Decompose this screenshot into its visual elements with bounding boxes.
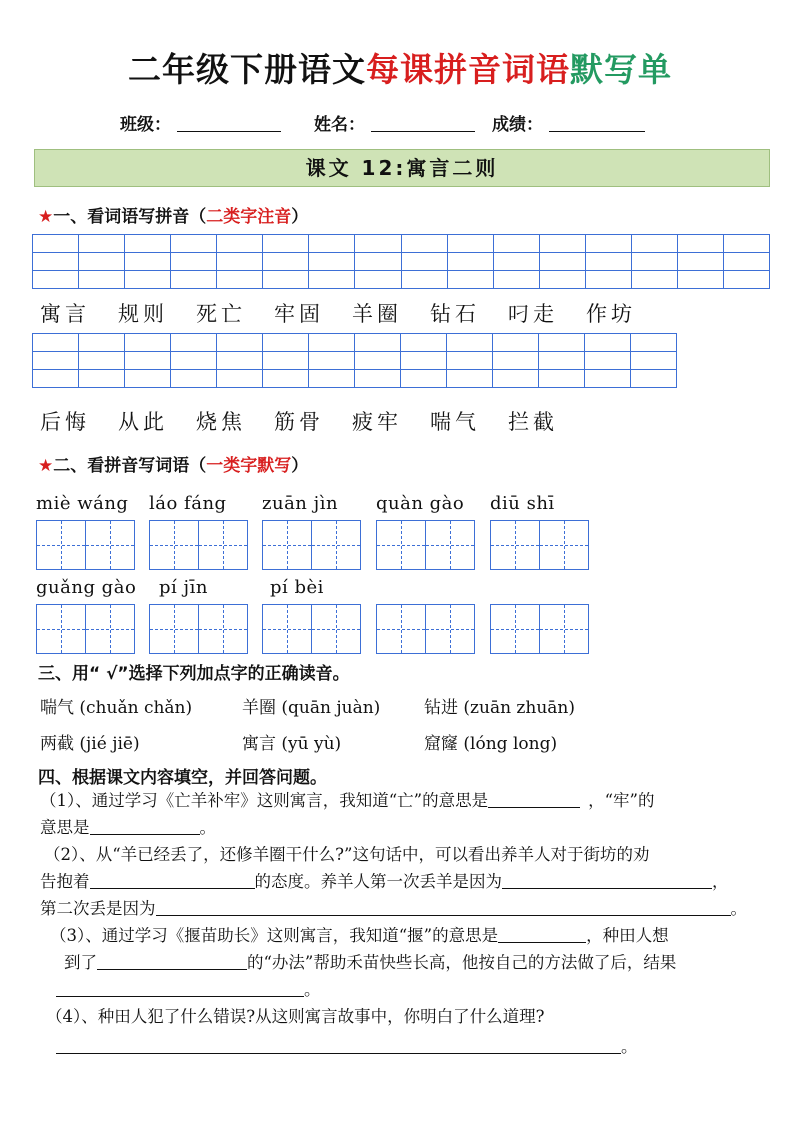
- section2-heading: [38, 451, 308, 476]
- word-list-row2: [40, 406, 586, 436]
- tianzige-box[interactable]: [198, 604, 248, 654]
- lesson-title-bar: 课文 12:寓言二则: [34, 149, 770, 187]
- name-blank[interactable]: [371, 113, 475, 132]
- word: 规则: [118, 302, 168, 326]
- word: 钻石: [430, 302, 480, 326]
- question-3-line1: （3）、通过学习《揠苗助长》这则寓言，我知道“揠”的意思是 ，种田人想: [50, 926, 669, 945]
- tianzige-box[interactable]: [376, 604, 426, 654]
- question-1-line2: 意思是 。: [40, 818, 216, 837]
- reading-choice[interactable]: 羊圈 (quān juàn): [242, 698, 381, 718]
- name-label: 姓名：: [314, 115, 365, 135]
- pinyin-grid-row2[interactable]: [32, 333, 677, 388]
- word: 从此: [118, 410, 168, 434]
- page-title: [0, 44, 800, 91]
- pinyin-item: [149, 493, 246, 570]
- pinyin-item-empty: [490, 577, 587, 654]
- pinyin-cell[interactable]: [263, 235, 309, 288]
- word: 疲牢: [352, 410, 402, 434]
- answer-blank[interactable]: [502, 872, 712, 889]
- word: 筋骨: [274, 410, 324, 434]
- answer-blank[interactable]: [56, 1037, 621, 1054]
- section2-heading-text: 二、看拼音写词语（: [53, 456, 207, 476]
- pinyin-item: [262, 577, 359, 654]
- title-part-pinyin: 每课拼音词语: [366, 50, 570, 89]
- pinyin-item: [149, 577, 246, 654]
- reading-choice[interactable]: 寓言 (yū yù): [242, 734, 342, 754]
- class-field: [120, 110, 281, 135]
- question-4-line1: （4）、种田人犯了什么错误?从这则寓言故事中，你明白了什么道理?: [46, 1007, 545, 1026]
- tianzige-box[interactable]: [311, 520, 361, 570]
- pinyin-item-empty: [376, 577, 473, 654]
- pinyin-label: guǎng gào: [36, 577, 137, 598]
- pinyin-cell[interactable]: [631, 334, 676, 387]
- pinyin-cell[interactable]: [632, 235, 678, 288]
- question-1-line1: （1）、通过学习《亡羊补牢》这则寓言，我知道“亡”的意思是 ，“牢”的: [40, 791, 655, 810]
- tianzige-box[interactable]: [36, 604, 86, 654]
- class-blank[interactable]: [177, 113, 281, 132]
- pinyin-cell[interactable]: [263, 334, 309, 387]
- pinyin-cell[interactable]: [585, 334, 631, 387]
- answer-blank[interactable]: [156, 899, 731, 916]
- section3-heading: 三、用“ √”选择下列加点字的正确读音。: [38, 664, 350, 684]
- answer-blank[interactable]: [90, 872, 255, 889]
- tianzige-box[interactable]: [262, 604, 312, 654]
- question-4-line2: 。: [56, 1032, 638, 1062]
- star-icon: ★: [38, 456, 54, 476]
- pinyin-cell[interactable]: [724, 235, 769, 288]
- word: 后悔: [40, 410, 90, 434]
- section2-close: ）: [291, 456, 309, 476]
- title-part-dictation: 默写单: [570, 50, 672, 89]
- tianzige-box[interactable]: [490, 604, 540, 654]
- question-2-line3: 第二次丢是因为 。: [40, 899, 747, 918]
- tianzige-box[interactable]: [149, 604, 199, 654]
- pinyin-label: pí bèi: [270, 577, 324, 598]
- reading-choice[interactable]: 窟窿 (lóng long): [424, 734, 558, 754]
- pinyin-label: miè wáng: [36, 493, 129, 514]
- pinyin-label: pí jīn: [159, 577, 208, 598]
- section4-heading: 四、根据课文内容填空，并回答问题。: [38, 768, 327, 788]
- answer-blank[interactable]: [90, 818, 200, 835]
- reading-choice[interactable]: 钻进 (zuān zhuān): [424, 698, 575, 718]
- tianzige-box[interactable]: [262, 520, 312, 570]
- pinyin-cell[interactable]: [309, 334, 355, 387]
- pinyin-cell[interactable]: [309, 235, 355, 288]
- question-2-line2: 告抱着 的态度。养羊人第一次丢羊是因为 ，: [40, 872, 729, 891]
- pinyin-label: láo fáng: [149, 493, 227, 514]
- score-label: 成绩：: [492, 115, 543, 135]
- tianzige-box[interactable]: [539, 520, 589, 570]
- word-list-row1: [40, 298, 664, 328]
- word: 喘气: [430, 410, 480, 434]
- tianzige-box[interactable]: [311, 604, 361, 654]
- tianzige-box[interactable]: [425, 520, 475, 570]
- answer-blank[interactable]: [498, 926, 586, 943]
- pinyin-cell[interactable]: [33, 334, 79, 387]
- pinyin-label: quàn gào: [376, 493, 465, 514]
- pinyin-cell[interactable]: [401, 334, 447, 387]
- tianzige-box[interactable]: [539, 604, 589, 654]
- pinyin-cell[interactable]: [678, 235, 724, 288]
- question-3-line2: 到了 的“办法”帮助禾苗快些长高，他按自己的方法做了后，结果: [64, 953, 677, 972]
- pinyin-cell[interactable]: [355, 235, 401, 288]
- pinyin-label: zuān jìn: [262, 493, 339, 514]
- tianzige-box[interactable]: [85, 604, 135, 654]
- section1-heading-text: 一、看词语写拼音（: [53, 207, 207, 227]
- score-field: [492, 110, 645, 135]
- class-label: 班级：: [120, 115, 171, 135]
- pinyin-cell[interactable]: [125, 235, 171, 288]
- pinyin-item: [36, 493, 133, 570]
- pinyin-cell[interactable]: [33, 235, 79, 288]
- reading-choice[interactable]: 喘气 (chuǎn chǎn): [40, 698, 193, 718]
- tianzige-box[interactable]: [198, 520, 248, 570]
- word: 寓言: [40, 302, 90, 326]
- tianzige-box[interactable]: [425, 604, 475, 654]
- answer-blank[interactable]: [488, 791, 580, 808]
- pinyin-cell[interactable]: [540, 235, 586, 288]
- pinyin-cell[interactable]: [539, 334, 585, 387]
- word: 烧焦: [196, 410, 246, 434]
- pinyin-item: [376, 493, 473, 570]
- answer-blank[interactable]: [97, 953, 247, 970]
- title-part-grade: 二年级下册语文: [128, 50, 366, 89]
- word: 拦截: [508, 410, 558, 434]
- pinyin-grid-row1[interactable]: [32, 234, 770, 289]
- tianzige-box[interactable]: [36, 520, 86, 570]
- section1-close: ）: [291, 207, 309, 227]
- pinyin-cell[interactable]: [448, 235, 494, 288]
- tianzige-box[interactable]: [149, 520, 199, 570]
- pinyin-cell[interactable]: [402, 235, 448, 288]
- pinyin-cell[interactable]: [355, 334, 401, 387]
- pinyin-item: [36, 577, 136, 654]
- pinyin-cell[interactable]: [79, 334, 125, 387]
- word: 羊圈: [352, 302, 402, 326]
- score-blank[interactable]: [549, 113, 645, 132]
- pinyin-cell[interactable]: [586, 235, 632, 288]
- pinyin-cell[interactable]: [494, 235, 540, 288]
- tianzige-box[interactable]: [490, 520, 540, 570]
- word: 牢固: [274, 302, 324, 326]
- tianzige-box[interactable]: [376, 520, 426, 570]
- pinyin-item: [490, 493, 587, 570]
- section1-highlight: 二类字注音: [206, 207, 292, 227]
- pinyin-label: diū shī: [490, 493, 555, 514]
- section2-highlight: 一类字默写: [206, 456, 292, 476]
- name-field: [314, 110, 475, 135]
- pinyin-cell[interactable]: [171, 235, 217, 288]
- pinyin-item: [262, 493, 359, 570]
- pinyin-cell[interactable]: [217, 235, 263, 288]
- star-icon: ★: [38, 207, 54, 227]
- pinyin-cell[interactable]: [447, 334, 493, 387]
- pinyin-cell[interactable]: [217, 334, 263, 387]
- pinyin-cell[interactable]: [125, 334, 171, 387]
- pinyin-cell[interactable]: [79, 235, 125, 288]
- question-2-line1: （2）、从“羊已经丢了，还修羊圈干什么?”这句话中，可以看出养羊人对于街坊的劝: [44, 845, 650, 864]
- word: 死亡: [196, 302, 246, 326]
- answer-blank[interactable]: [56, 980, 304, 997]
- pinyin-cell[interactable]: [493, 334, 539, 387]
- question-3-line3: 。: [56, 975, 321, 1005]
- word: 叼走: [508, 302, 558, 326]
- tianzige-box[interactable]: [85, 520, 135, 570]
- reading-choice[interactable]: 两截 (jié jiē): [40, 734, 140, 754]
- section1-heading: [38, 202, 308, 227]
- pinyin-cell[interactable]: [171, 334, 217, 387]
- word: 作坊: [586, 302, 636, 326]
